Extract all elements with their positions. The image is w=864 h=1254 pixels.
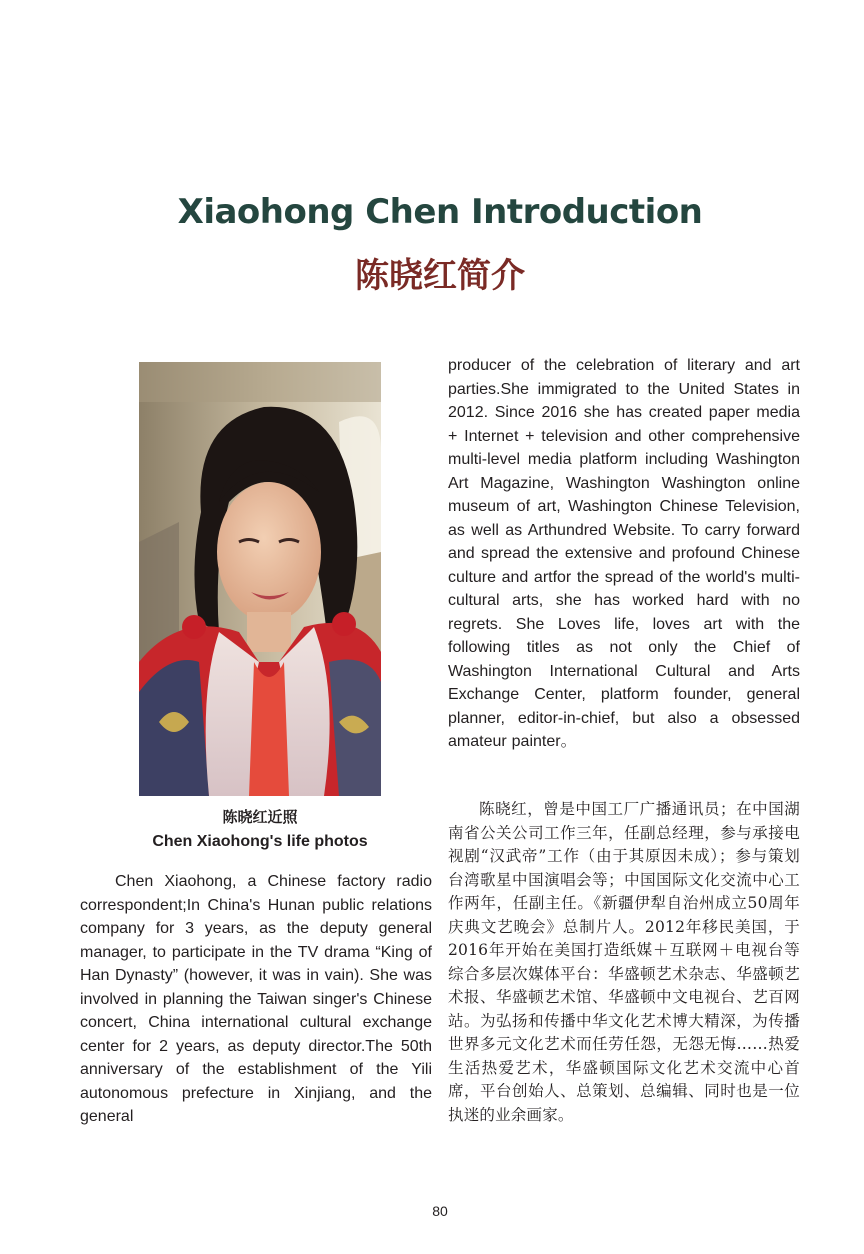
page-title-english: Xiaohong Chen Introduction bbox=[177, 192, 703, 232]
page-number: 80 bbox=[432, 1203, 448, 1219]
english-paragraph-part-2: producer of the celebration of literary and art parties.She immigrated to the United States in 2012. Since 2016 she has created paper media + Internet + television and other comprehensive multi-level media platform including Washington Art Magazine, Washington Washington online museum of art, Washington Chinese Television, as well as Arthundred Website. To carry forward and spread the extensive and profound Chinese culture and artfor the spread of the world's multi-cultural arts, she has worked hard with no regrets. She Loves life, loves art with the following titles as not only the Chief of Washington International Cultural and Arts Exchange Center, platform founder, general planner, editor-in-chief, but also a obsessed amateur painter。 bbox=[448, 357, 800, 750]
photo-caption-chinese: 陈晓红近照 bbox=[222, 808, 298, 826]
photo-caption-english: Chen Xiaohong's life photos bbox=[152, 833, 368, 850]
portrait-photo bbox=[139, 362, 381, 796]
chinese-paragraph: 陈晓红，曾是中国工厂广播通讯员；在中国湖南省公关公司工作三年，任副总经理，参与承接电视剧“汉武帝”工作（由于其原因未成）；参与策划台湾歌星中国演唱会等；中国国际文化交流中心工作两年，任副主任。《新疆伊犁自治州成立50周年庆典文艺晚会》总制片人。2012年移民美国，于2016年开始在美国打造纸媒＋互联网＋电视台等综合多层次媒体平台：华盛顿艺术杂志、华盛顿艺术报、华盛顿艺术馆、华盛顿中文电视台、艺百网站。为弘扬和传播中华文化艺术博大精深，为传播世界多元文化艺术而任劳任怨，无怨无悔……热爱生活热爱艺术，华盛顿国际文化艺术交流中心首席，平台创始人、总策划、总编辑、同时也是一位执迷的业余画家。 bbox=[448, 800, 800, 1124]
english-paragraph-part-1: Chen Xiaohong, a Chinese factory radio correspondent;In China's Hunan public relations company for 3 years, as the deputy general manager, to participate in the TV drama “King of Han Dynasty” (however, it was in vain). She was involved in planning the Taiwan singer's Chinese concert, China international cultural exchange center for 2 years, as deputy director.The 50th anniversary of the establishment of the Yili autonomous prefecture in Xinjiang, and the general bbox=[80, 873, 432, 1125]
page-title-chinese: 陈晓红简介 bbox=[355, 256, 525, 296]
